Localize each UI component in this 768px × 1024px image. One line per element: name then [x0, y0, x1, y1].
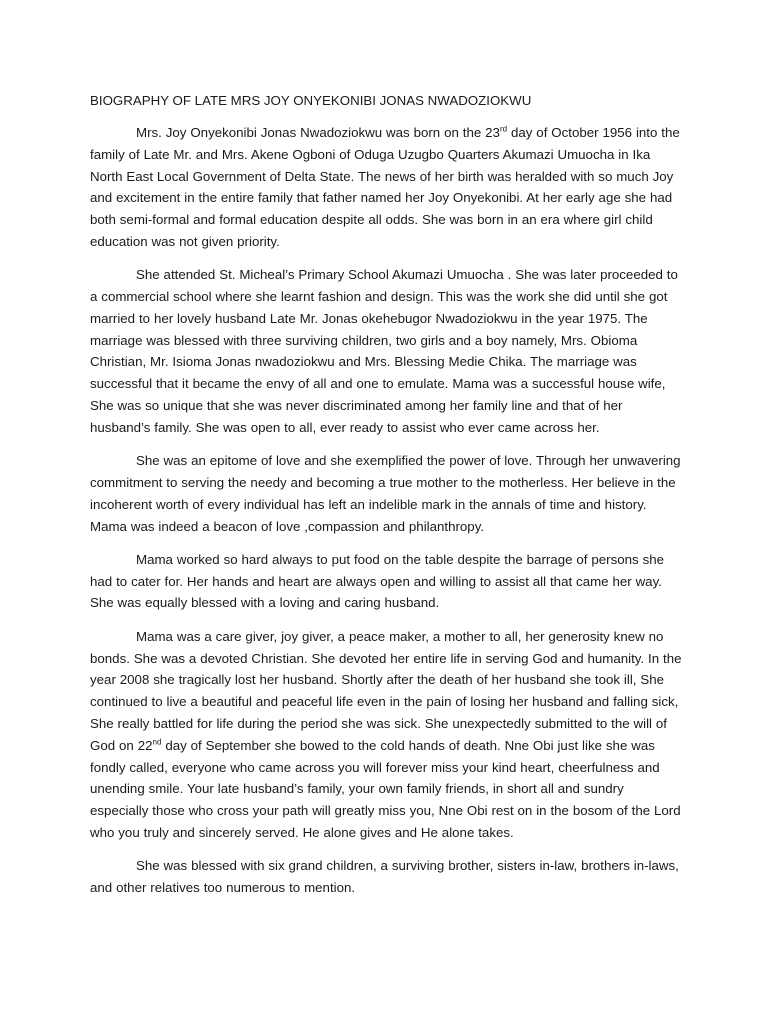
paragraph-hard-work: Mama worked so hard always to put food on the table despite the barrage of persons she had to cater for. Her hands and heart are always open and willing to assist all that came her way. She was equally blessed with a loving and caring husband.	[90, 551, 665, 611]
paragraph-birth-text-before: Mrs. Joy Onyekonibi Jonas Nwadoziokwu was born on the 23	[136, 125, 500, 140]
paragraph-life-and-death	[90, 626, 682, 844]
paragraph-birth	[90, 122, 682, 253]
ordinal-suffix: rd	[499, 124, 508, 134]
ordinal-suffix: nd	[152, 737, 162, 747]
document-title: BIOGRAPHY OF LATE MRS JOY ONYEKONIBI JONAS NWADOZIOKWU	[90, 93, 532, 108]
paragraph-survivors: She was blessed with six grand children, a surviving brother, sisters in-law, brothers in-laws, and other relatives too numerous to mention.	[90, 858, 679, 895]
paragraph-love: She was an epitome of love and she exemplified the power of love. Through her unwavering commitment to serving the needy and becoming a true mother to the motherless. Her believe in the incoherent worth of every individual has left an indelible mark in the annals of time and history. Mama was indeed a beacon of love ,compassion and philanthropy.	[90, 453, 681, 534]
paragraph-birth-text-after: day of October 1956 into the family of Late Mr. and Mrs. Akene Ogboni of Oduga Uzugbo Quarters Akumazi Umuocha in Ika North East Local Government of Delta State. The news of her birth was heralded with so much Joy and excitement in the entire family that father named her Joy Onyekonibi. At her early age she had both semi-formal and formal education despite all odds. She was born in an era where girl child education was not given priority.	[90, 125, 680, 249]
document-page	[90, 90, 682, 910]
paragraph-life-text-before: Mama was a care giver, joy giver, a peace maker, a mother to all, her generosity knew no bonds. She was a devoted Christian. She devoted her entire life in serving God and humanity. In the year 2008 she tragically lost her husband. Shortly after the death of her husband she took ill, She continued to live a beautiful and peaceful life even in the pain of losing her husband and falling sick, She really battled for life during the period she was sick. She unexpectedly submitted to the will of God on 22	[90, 628, 682, 753]
paragraph-education-marriage: She attended St. Micheal’s Primary School Akumazi Umuocha . She was later proceeded to a commercial school where she learnt fashion and design. This was the work she did until she got married to her lovely husband Late Mr. Jonas okehebugor Nwadoziokwu in the year 1975. The marriage was blessed with three surviving children, two girls and a boy namely, Mrs. Obioma Christian, Mr. Isioma Jonas nwadoziokwu and Mrs. Blessing Medie Chika. The marriage was successful that it became the envy of all and one to emulate. Mama was a successful house wife, She was so unique that she was never discriminated among her family line and that of her husband’s family. She was open to all, ever ready to assist who ever came across her.	[90, 267, 678, 435]
paragraph-life-text-after: day of September she bowed to the cold hands of death. Nne Obi just like she was fondly called, everyone who came across you will forever miss your kind heart, cheerfulness and unending smile. Your late husband’s family, your own family friends, in short all and sundry especially those who cross your path will greatly miss you, Nne Obi rest on in the bosom of the Lord who you truly and sincerely served. He alone gives and He alone takes.	[90, 737, 681, 840]
